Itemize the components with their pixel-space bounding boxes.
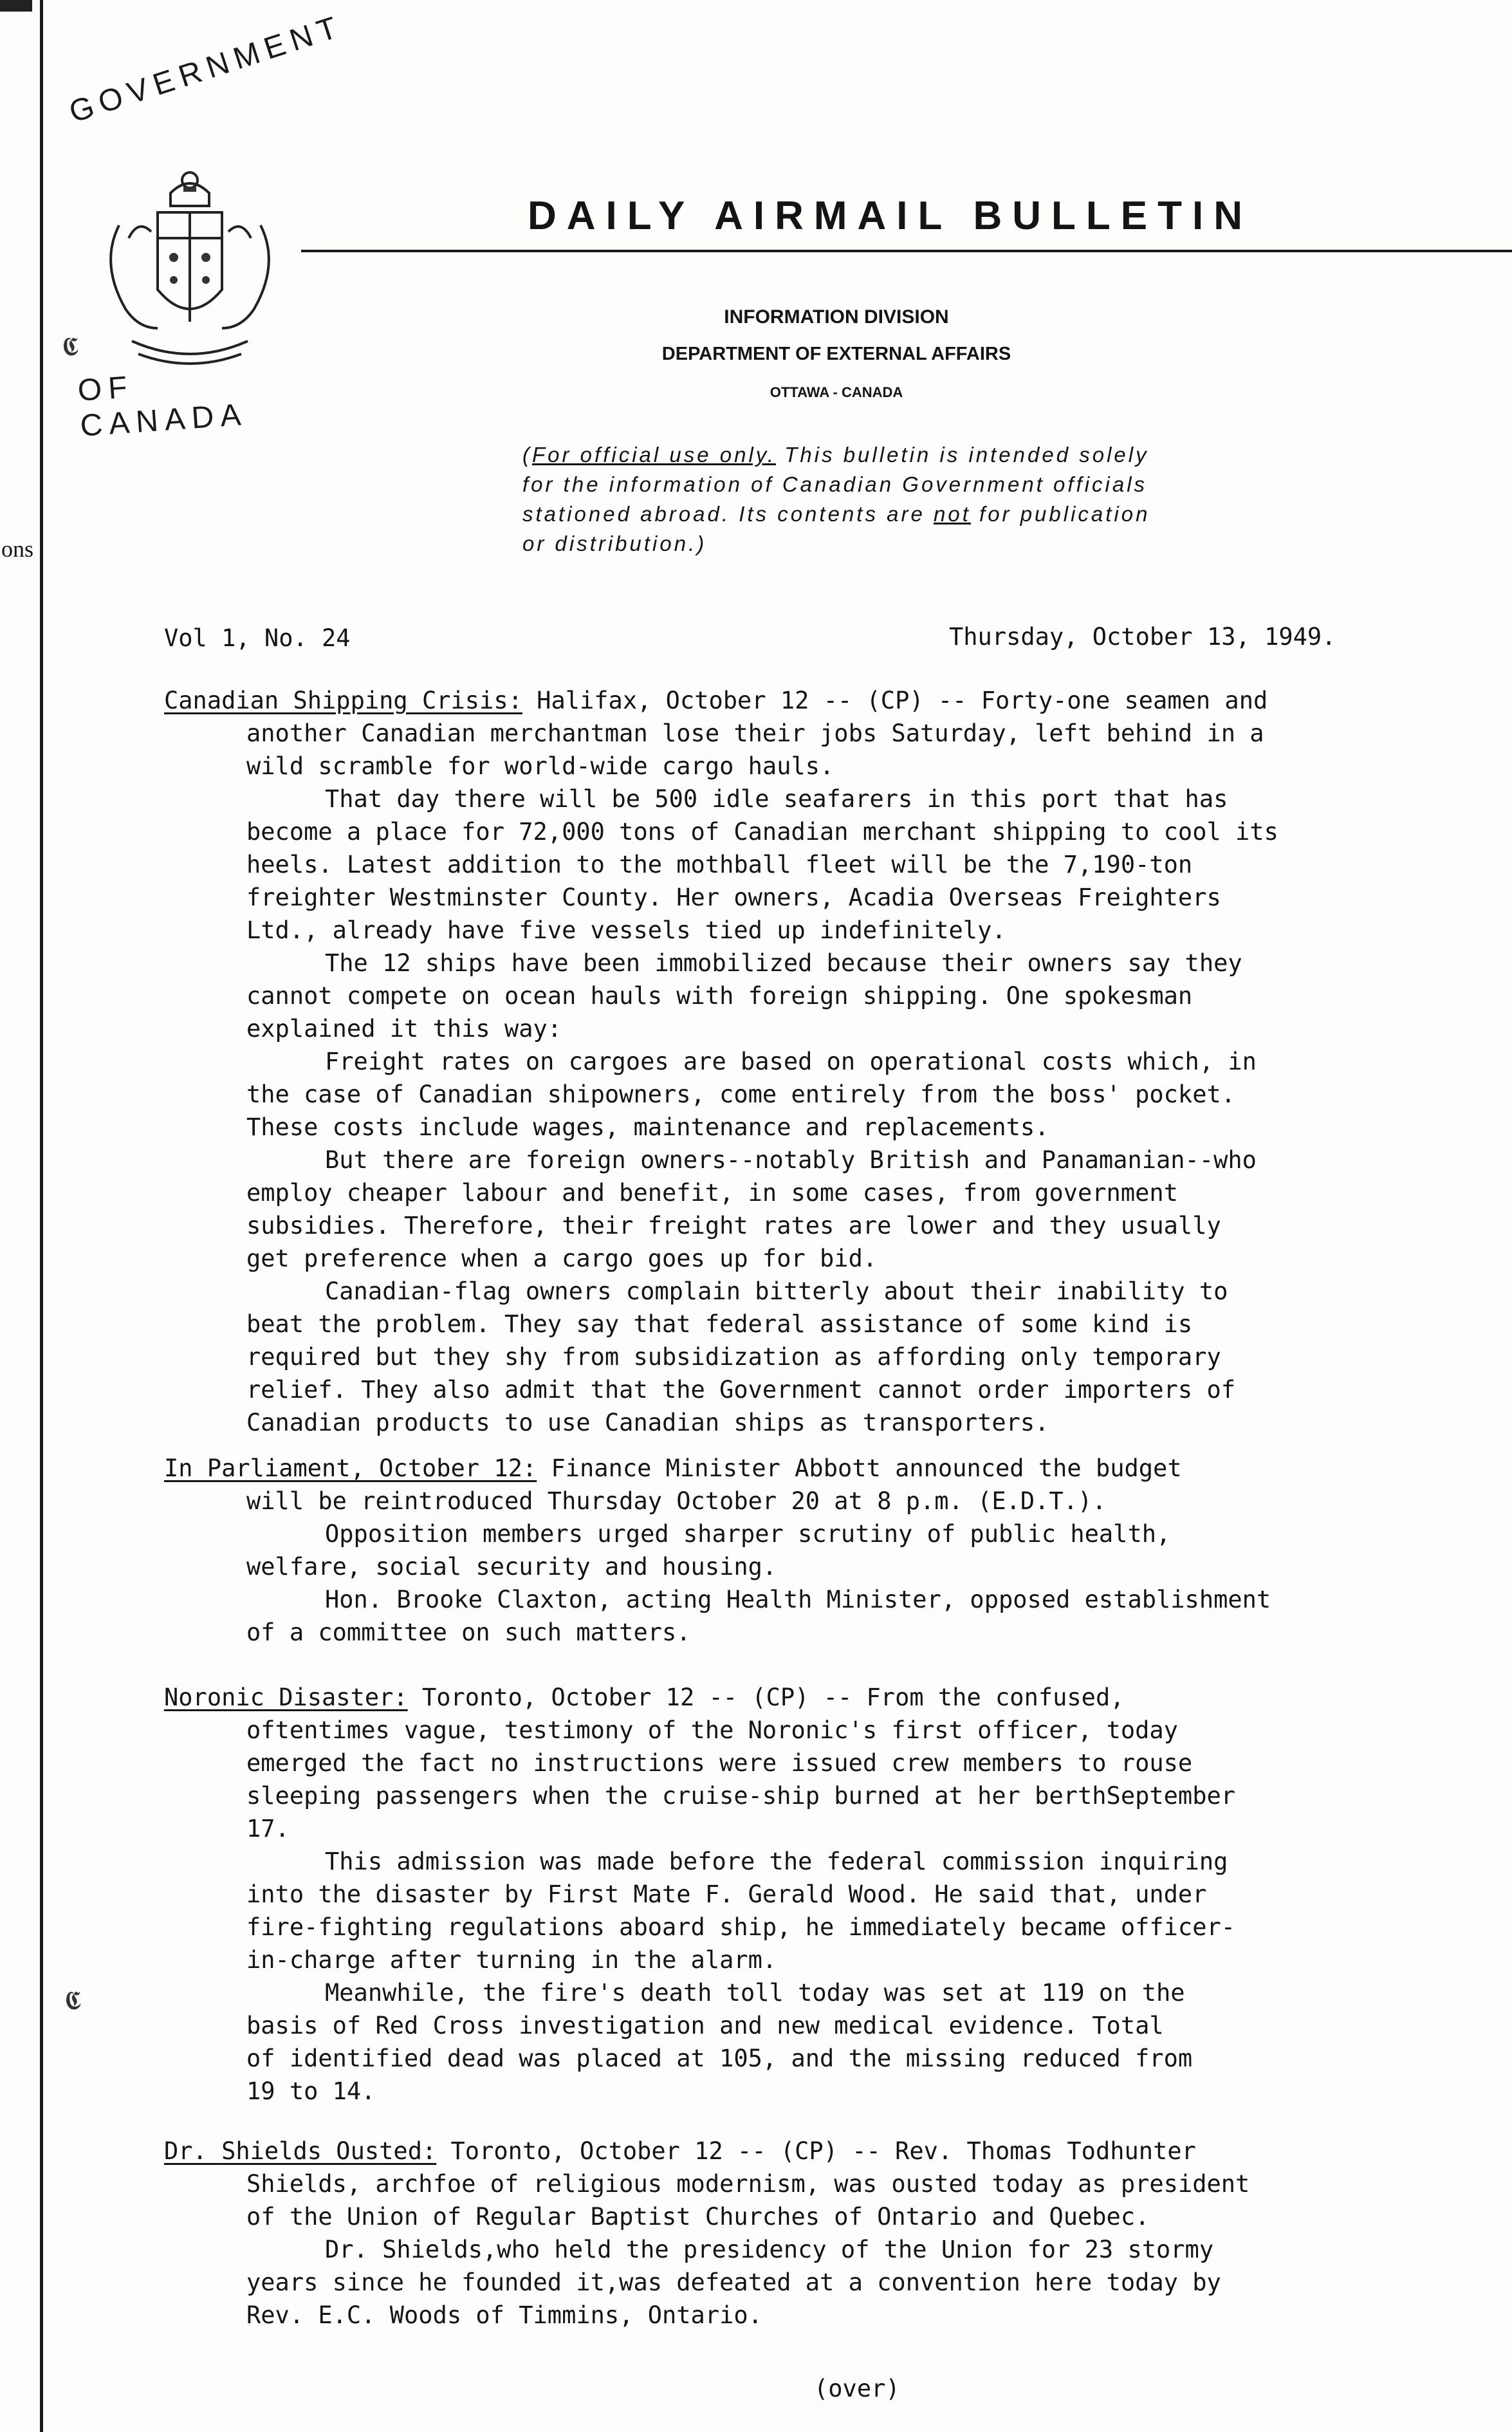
article-line: emerged the fact no instructions were issued crew members to rouse (246, 1749, 1193, 1777)
article-line: relief. They also admit that the Government cannot order importers of (246, 1376, 1236, 1404)
article-line: subsidies. Therefore, their freight rates are lower and they usually (246, 1212, 1221, 1239)
article-line: But there are foreign owners--notably British and Panamanian--who (325, 1146, 1257, 1174)
notice-line1: This bulletin is intended solely (776, 443, 1149, 467)
location-label: OTTAWA - CANADA (770, 384, 903, 400)
article-line: Ltd., already have five vessels tied up indefinitely. (246, 916, 1006, 944)
notice-paren: ( (522, 443, 532, 467)
article-line: Dr. Shields,who held the presidency of the Union for 23 stormy (325, 2236, 1214, 2263)
article-line: Rev. E.C. Woods of Timmins, Ontario. (246, 2301, 762, 2329)
crest-arc-bottom: OF CANADA (77, 369, 249, 443)
division-label: INFORMATION DIVISION (724, 306, 949, 328)
notice-line4: or distribution.) (522, 532, 707, 555)
department-label: DEPARTMENT OF EXTERNAL AFFAIRS (661, 344, 1011, 364)
government-crest (61, 8, 347, 443)
article-line: will be reintroduced Thursday October 20 at 8 p.m. (E.D.T.). (246, 1487, 1107, 1515)
official-use-label: For official use only. (532, 443, 777, 467)
article-line: oftentimes vague, testimony of the Noronic's first officer, today (246, 1716, 1178, 1744)
article-line: welfare, social security and housing. (246, 1553, 777, 1581)
margin-tick (0, 0, 32, 12)
article-line: of identified dead was placed at 105, and the missing reduced from (246, 2045, 1193, 2072)
article-line: get preference when a cargo goes up for bid. (246, 1245, 878, 1272)
binding-rule (40, 0, 43, 2432)
article-heading: Canadian Shipping Crisis: (164, 687, 522, 714)
article-line: in-charge after turning in the alarm. (246, 1946, 777, 1974)
article-heading: Dr. Shields Ousted: (164, 2137, 437, 2165)
notice-line3b: for publication (970, 502, 1150, 526)
distribution-notice (522, 440, 1320, 559)
article-line: cannot compete on ocean hauls with foreign shipping. One spokesman (246, 982, 1193, 1010)
article-line: the case of Canadian shipowners, come entirely from the boss' pocket. (246, 1081, 1236, 1108)
article-line: employ cheaper labour and benefit, in some cases, from government (246, 1179, 1178, 1207)
article-line: Opposition members urged sharper scrutiny of public health, (325, 1520, 1171, 1548)
coat-of-arms-icon (93, 167, 286, 373)
article-line: heels. Latest addition to the mothball fleet will be the 7,190-ton (246, 851, 1193, 878)
article-line: required but they shy from subsidization as affording only temporary (246, 1343, 1221, 1371)
article-line: Shields, archfoe of religious modernism, was ousted today as president (246, 2170, 1250, 2198)
article-heading: In Parliament, October 12: (164, 1454, 537, 1482)
page-turn-note: (over) (814, 2375, 900, 2402)
volume-number: Vol 1, No. 24 (164, 624, 351, 652)
article-line: beat the problem. They say that federal assistance of some kind is (246, 1310, 1193, 1338)
article-line: Freight rates on cargoes are based on operational costs which, in (325, 1048, 1257, 1075)
article-line: explained it this way: (246, 1015, 562, 1043)
article-line: Toronto, October 12 -- (CP) -- From the confused, (407, 1684, 1125, 1711)
crest-arc-top: GOVERNMENT (65, 8, 347, 130)
article-line: become a place for 72,000 tons of Canadian merchant shipping to cool its (246, 818, 1278, 846)
article-line: into the disaster by First Mate F. Gerald Wood. He said that, under (246, 1880, 1207, 1908)
article-heading: Noronic Disaster: (164, 1684, 408, 1711)
article-line: basis of Red Cross investigation and new medical evidence. Total (246, 2012, 1164, 2039)
article-shields-ousted (164, 2135, 1451, 2332)
article-line: Canadian-flag owners complain bitterly about their inability to (325, 1277, 1228, 1305)
article-line: These costs include wages, maintenance and replacements. (246, 1113, 1049, 1141)
article-line: Canadian products to use Canadian ships as transporters. (246, 1409, 1049, 1436)
article-shipping-crisis (164, 684, 1451, 1439)
article-line: of a committee on such matters. (246, 1619, 691, 1646)
article-noronic-disaster (164, 1681, 1451, 2108)
bulletin-title: DAILY AIRMAIL BULLETIN (528, 194, 1253, 238)
article-line: years since he founded it,was defeated at a convention here today by (246, 2269, 1221, 2296)
article-line: The 12 ships have been immobilized because their owners say they (325, 949, 1242, 977)
notice-line3a: stationed abroad. Its contents are (522, 502, 934, 526)
punch-mark-icon: 𝕮 (62, 332, 79, 361)
article-line: wild scramble for world-wide cargo hauls. (246, 752, 834, 780)
notice-not: not (933, 502, 971, 526)
article-line: Toronto, October 12 -- (CP) -- Rev. Thomas Todhunter (436, 2137, 1196, 2165)
margin-fragment: ons (1, 536, 34, 562)
article-line: 17. (246, 1815, 290, 1843)
article-parliament (164, 1452, 1451, 1649)
article-line: Halifax, October 12 -- (CP) -- Forty-one seamen and (522, 687, 1268, 714)
article-line: Finance Minister Abbott announced the budget (537, 1454, 1182, 1482)
punch-mark-icon: 𝕮 (64, 1986, 82, 2015)
notice-line2: for the information of Canadian Government officials (522, 472, 1148, 496)
issue-date: Thursday, October 13, 1949. (949, 623, 1336, 651)
article-line: That day there will be 500 idle seafarers in this port that has (325, 785, 1228, 813)
article-line: another Canadian merchantman lose their jobs Saturday, left behind in a (246, 719, 1264, 747)
article-line: Meanwhile, the fire's death toll today was set at 119 on the (325, 1979, 1185, 2007)
article-line: freighter Westminster County. Her owners, Acadia Overseas Freighters (246, 884, 1221, 911)
article-line: of the Union of Regular Baptist Churches of Ontario and Quebec. (246, 2203, 1150, 2231)
article-line: sleeping passengers when the cruise-ship burned at her berthSeptember (246, 1782, 1236, 1810)
article-line: 19 to 14. (246, 2077, 376, 2105)
masthead-rule (301, 250, 1512, 252)
article-line: This admission was made before the federal commission inquiring (325, 1848, 1228, 1875)
article-line: Hon. Brooke Claxton, acting Health Minister, opposed establishment (325, 1586, 1271, 1613)
article-line: fire-fighting regulations aboard ship, he immediately became officer- (246, 1913, 1236, 1941)
